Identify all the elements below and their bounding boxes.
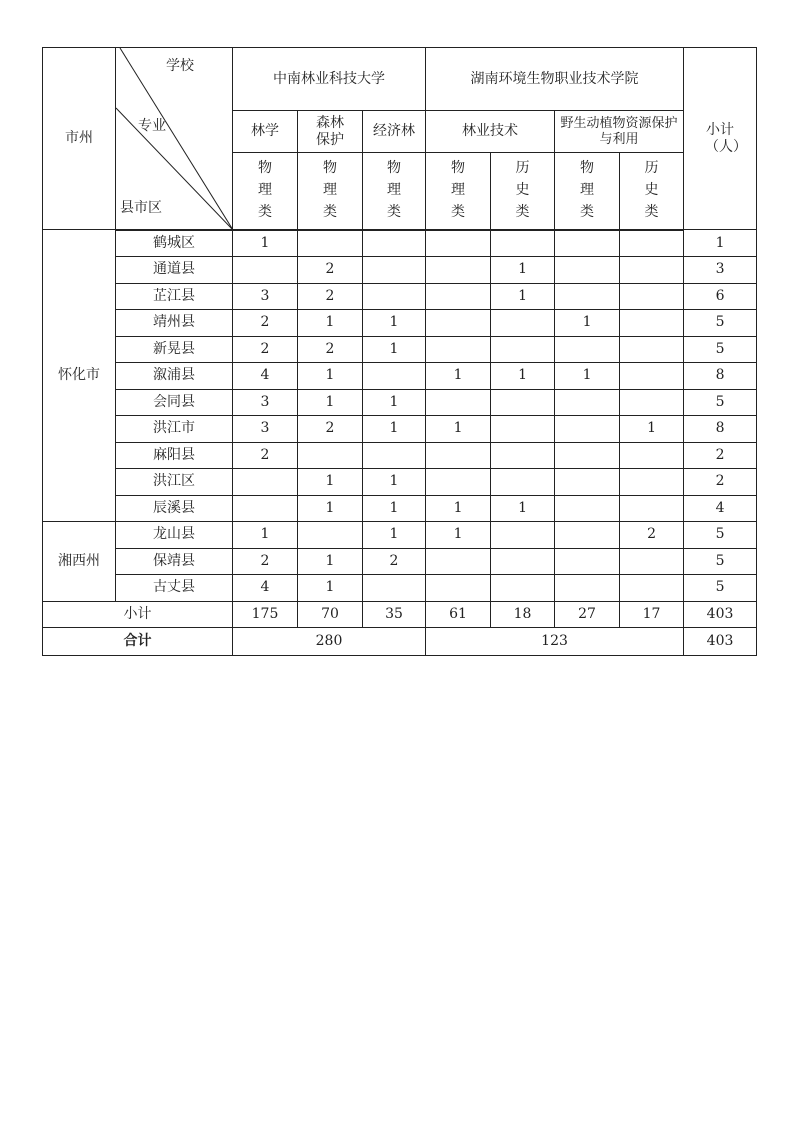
value-cell [491, 230, 555, 257]
county-cell: 溆浦县 [116, 363, 233, 390]
value-cell [426, 336, 491, 363]
value-cell [620, 336, 684, 363]
value-cell: 3 [233, 416, 298, 443]
major-label: 森林保护 [316, 114, 344, 148]
value-cell: 1 [363, 310, 426, 337]
major-header [363, 111, 426, 153]
value-cell [233, 469, 298, 496]
value-cell: 2 [298, 257, 363, 284]
value-cell [298, 230, 363, 257]
category-header-cell [233, 153, 298, 230]
major-header [555, 111, 684, 153]
value-cell [491, 469, 555, 496]
subtotal-value: 61 [426, 601, 491, 628]
city-cell: 怀化市 [43, 230, 116, 522]
value-cell: 1 [298, 389, 363, 416]
corner-major-label: 专业 [138, 118, 166, 134]
county-cell: 芷江县 [116, 283, 233, 310]
value-cell [620, 230, 684, 257]
value-cell: 1 [555, 310, 620, 337]
row-total-cell: 2 [684, 442, 757, 469]
value-cell [555, 548, 620, 575]
value-cell [491, 548, 555, 575]
value-cell: 2 [298, 336, 363, 363]
value-cell: 1 [363, 389, 426, 416]
county-cell: 洪江市 [116, 416, 233, 443]
value-cell: 1 [298, 548, 363, 575]
value-cell [491, 522, 555, 549]
value-cell: 1 [426, 416, 491, 443]
major-header [233, 111, 298, 153]
value-cell: 1 [233, 522, 298, 549]
category-header-cell [491, 153, 555, 230]
value-cell [555, 522, 620, 549]
value-cell: 1 [363, 495, 426, 522]
row-total-cell: 5 [684, 575, 757, 602]
row-total-cell: 5 [684, 522, 757, 549]
category-header-cell [555, 153, 620, 230]
value-cell: 4 [233, 363, 298, 390]
value-cell [491, 416, 555, 443]
allocation-table [42, 47, 757, 656]
row-total-cell: 1 [684, 230, 757, 257]
category-header-cell [298, 153, 363, 230]
value-cell [363, 363, 426, 390]
value-cell: 1 [426, 522, 491, 549]
table-row [43, 442, 757, 469]
subtotal-header: 小计（人） [705, 121, 748, 155]
value-cell [620, 283, 684, 310]
subtotal-label: 小计 [43, 601, 233, 628]
value-cell [363, 442, 426, 469]
row-total-cell: 5 [684, 389, 757, 416]
table-row [43, 336, 757, 363]
category-label: 物理类 [580, 160, 595, 220]
grand-total-row [43, 628, 757, 656]
county-cell: 辰溪县 [116, 495, 233, 522]
table-row [43, 469, 757, 496]
county-cell: 古丈县 [116, 575, 233, 602]
table-row [43, 575, 757, 602]
value-cell: 1 [298, 469, 363, 496]
category-label: 历史类 [515, 160, 530, 220]
value-cell [555, 230, 620, 257]
table-row [43, 495, 757, 522]
allocation-table-container [42, 47, 756, 656]
value-cell [555, 575, 620, 602]
value-cell: 2 [298, 283, 363, 310]
subtotal-header-cell [684, 48, 757, 230]
diagonal-corner-header [116, 48, 233, 230]
value-cell: 1 [298, 575, 363, 602]
county-cell: 鹤城区 [116, 230, 233, 257]
value-cell [620, 575, 684, 602]
category-label: 物理类 [258, 160, 272, 220]
subtotal-value: 17 [620, 601, 684, 628]
value-cell [620, 310, 684, 337]
subtotal-row [43, 601, 757, 628]
county-cell: 保靖县 [116, 548, 233, 575]
row-total-cell: 5 [684, 548, 757, 575]
table-row [43, 283, 757, 310]
county-cell: 新晃县 [116, 336, 233, 363]
value-cell [491, 310, 555, 337]
value-cell: 2 [233, 548, 298, 575]
value-cell [363, 230, 426, 257]
value-cell: 2 [620, 522, 684, 549]
value-cell: 4 [233, 575, 298, 602]
value-cell: 1 [491, 257, 555, 284]
major-label: 经济林 [373, 123, 416, 140]
city-header: 市州 [43, 48, 116, 230]
grand-total-label: 合计 [43, 628, 233, 656]
value-cell: 2 [298, 416, 363, 443]
value-cell [491, 575, 555, 602]
subtotal-value: 35 [363, 601, 426, 628]
value-cell: 2 [233, 336, 298, 363]
value-cell: 3 [233, 283, 298, 310]
major-header [298, 111, 363, 153]
value-cell [426, 548, 491, 575]
county-cell: 通道县 [116, 257, 233, 284]
major-label: 林学 [251, 123, 279, 140]
value-cell [555, 495, 620, 522]
category-label: 物理类 [451, 160, 466, 220]
category-header-cell [426, 153, 491, 230]
subtotal-value: 18 [491, 601, 555, 628]
county-cell: 会同县 [116, 389, 233, 416]
row-total-cell: 8 [684, 416, 757, 443]
value-cell: 1 [298, 310, 363, 337]
value-cell [555, 442, 620, 469]
value-cell: 2 [233, 310, 298, 337]
row-total-cell: 4 [684, 495, 757, 522]
category-header-cell [363, 153, 426, 230]
row-total-cell: 3 [684, 257, 757, 284]
value-cell: 1 [363, 469, 426, 496]
category-label: 物理类 [323, 160, 337, 220]
value-cell [426, 257, 491, 284]
value-cell [426, 230, 491, 257]
value-cell [620, 469, 684, 496]
subtotal-value: 27 [555, 601, 620, 628]
category-label: 历史类 [644, 160, 659, 220]
value-cell: 1 [363, 336, 426, 363]
value-cell [298, 442, 363, 469]
value-cell [555, 283, 620, 310]
value-cell: 1 [555, 363, 620, 390]
row-total-cell: 5 [684, 310, 757, 337]
value-cell [426, 283, 491, 310]
county-cell: 麻阳县 [116, 442, 233, 469]
value-cell: 1 [298, 495, 363, 522]
value-cell [363, 283, 426, 310]
county-cell: 龙山县 [116, 522, 233, 549]
value-cell: 1 [426, 363, 491, 390]
value-cell [363, 575, 426, 602]
value-cell: 1 [491, 283, 555, 310]
value-cell [620, 363, 684, 390]
value-cell [233, 257, 298, 284]
value-cell [620, 442, 684, 469]
subtotal-value: 70 [298, 601, 363, 628]
value-cell [426, 442, 491, 469]
table-row [43, 416, 757, 443]
value-cell [426, 469, 491, 496]
major-label: 林业技术 [462, 123, 519, 140]
table-row [43, 548, 757, 575]
value-cell [426, 389, 491, 416]
county-cell: 洪江区 [116, 469, 233, 496]
grand-total-value: 403 [684, 628, 757, 656]
county-cell: 靖州县 [116, 310, 233, 337]
city-cell: 湘西州 [43, 522, 116, 602]
corner-county-label: 县市区 [120, 200, 162, 216]
row-total-cell: 2 [684, 469, 757, 496]
value-cell: 1 [298, 363, 363, 390]
value-cell: 2 [363, 548, 426, 575]
value-cell: 1 [363, 522, 426, 549]
value-cell [491, 389, 555, 416]
table-row [43, 522, 757, 549]
school-total: 280 [233, 628, 426, 656]
corner-school-label: 学校 [166, 58, 194, 74]
table-row [43, 363, 757, 390]
school-total: 123 [426, 628, 684, 656]
value-cell [555, 257, 620, 284]
major-header [426, 111, 555, 153]
value-cell [620, 257, 684, 284]
value-cell [491, 442, 555, 469]
value-cell [491, 336, 555, 363]
row-total-cell: 8 [684, 363, 757, 390]
table-row [43, 230, 757, 257]
school-header: 中南林业科技大学 [233, 48, 426, 111]
value-cell [620, 495, 684, 522]
value-cell: 2 [233, 442, 298, 469]
subtotal-value: 175 [233, 601, 298, 628]
table-row [43, 389, 757, 416]
school-header: 湖南环境生物职业技术学院 [426, 48, 684, 111]
category-header-cell [620, 153, 684, 230]
value-cell [555, 469, 620, 496]
value-cell: 1 [233, 230, 298, 257]
value-cell [555, 389, 620, 416]
value-cell: 1 [426, 495, 491, 522]
value-cell [620, 548, 684, 575]
value-cell: 1 [491, 363, 555, 390]
value-cell [620, 389, 684, 416]
value-cell: 3 [233, 389, 298, 416]
row-total-cell: 6 [684, 283, 757, 310]
table-row [43, 257, 757, 284]
value-cell [363, 257, 426, 284]
value-cell [426, 310, 491, 337]
subtotal-total: 403 [684, 601, 757, 628]
value-cell [426, 575, 491, 602]
value-cell [233, 495, 298, 522]
value-cell: 1 [620, 416, 684, 443]
value-cell: 1 [363, 416, 426, 443]
value-cell [555, 416, 620, 443]
value-cell: 1 [491, 495, 555, 522]
value-cell [555, 336, 620, 363]
row-total-cell: 5 [684, 336, 757, 363]
major-label: 野生动植物资源保护与利用 [560, 115, 678, 147]
value-cell [298, 522, 363, 549]
category-label: 物理类 [387, 160, 402, 220]
table-row [43, 310, 757, 337]
